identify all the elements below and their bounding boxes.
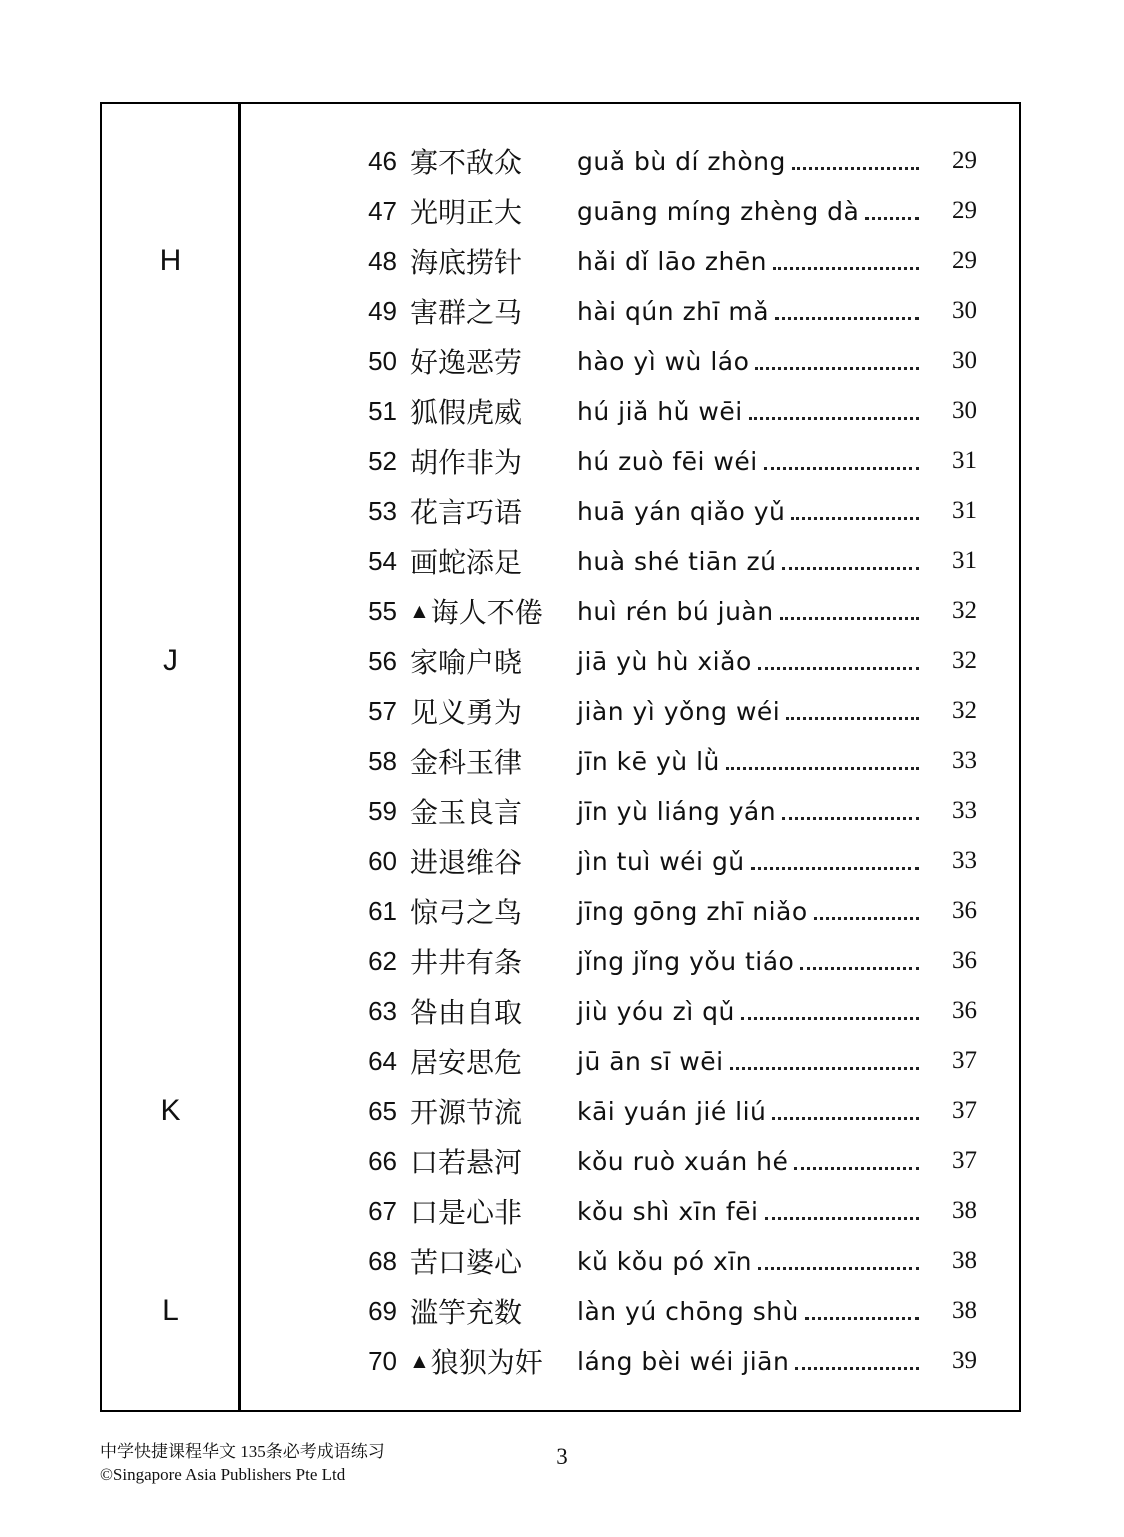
dot-leader (780, 617, 919, 620)
toc-row (102, 736, 1019, 786)
entry-number: 51 (368, 395, 397, 426)
entry-page-number: 29 (952, 147, 977, 174)
footer-book-title: 中学快捷课程华文 135条必考成语练习 (100, 1442, 385, 1461)
entry-idiom (409, 1041, 577, 1081)
entry-page-number: 38 (952, 1297, 977, 1324)
dot-leader (792, 167, 919, 170)
entry-idiom (409, 1291, 577, 1331)
dot-leader (764, 467, 919, 470)
entry-pinyin: hú zuò fēi wéi (577, 446, 758, 476)
entry-idiom-text: 金科玉律 (410, 747, 523, 778)
entry-number: 62 (368, 945, 397, 976)
dot-leader (791, 517, 919, 520)
toc-row (102, 1236, 1019, 1286)
entry-page-number: 38 (952, 1197, 977, 1224)
toc-table (100, 102, 1021, 1412)
entry-idiom-text: 家喻户晓 (410, 647, 523, 678)
dot-leader (814, 917, 919, 920)
entry-number: 67 (368, 1195, 397, 1226)
toc-row (102, 136, 1019, 186)
entry-number: 66 (368, 1145, 397, 1176)
toc-row (102, 936, 1019, 986)
entry-pinyin: huā yán qiǎo yǔ (577, 496, 786, 526)
entry-page-number: 36 (952, 947, 977, 974)
entry-idiom (409, 391, 577, 431)
dot-leader (758, 667, 919, 670)
entry-pinyin: kǒu shì xīn fēi (577, 1196, 759, 1226)
entry-number: 65 (368, 1095, 397, 1126)
entry-idiom-text: 好逸恶劳 (410, 347, 523, 378)
entry-page-number: 39 (952, 1347, 977, 1374)
dot-leader (758, 1267, 919, 1270)
entry-idiom-text: 画蛇添足 (410, 547, 523, 578)
entry-pinyin: jīng gōng zhī niǎo (577, 896, 808, 926)
entry-page-number: 37 (952, 1147, 977, 1174)
entry-idiom (409, 1341, 577, 1381)
entry-page-number: 32 (952, 597, 977, 624)
entry-idiom (409, 291, 577, 331)
entry-page-number: 37 (952, 1047, 977, 1074)
entry-page-number: 31 (952, 497, 977, 524)
entry-number: 54 (368, 545, 397, 576)
dot-leader (786, 717, 919, 720)
entry-idiom-text: 狼狈为奸 (430, 1347, 543, 1378)
entry-page-number: 29 (952, 197, 977, 224)
entry-idiom (409, 1191, 577, 1231)
dot-leader (775, 317, 919, 320)
entry-page-number: 33 (952, 797, 977, 824)
toc-row (102, 686, 1019, 736)
entry-idiom-text: 口若悬河 (410, 1147, 523, 1178)
entry-number: 50 (368, 345, 397, 376)
entry-idiom (409, 791, 577, 831)
toc-row (102, 186, 1019, 236)
entry-number: 58 (368, 745, 397, 776)
dot-leader (782, 567, 919, 570)
entry-idiom-text: 光明正大 (410, 197, 523, 228)
entry-page-number: 29 (952, 247, 977, 274)
dot-leader (772, 1117, 919, 1120)
toc-row (102, 1286, 1019, 1336)
entry-pinyin: kāi yuán jié liú (577, 1096, 767, 1126)
entry-idiom (409, 191, 577, 231)
entry-idiom-text: 咎由自取 (410, 997, 523, 1028)
entry-idiom (409, 1141, 577, 1181)
entry-pinyin: guāng míng zhèng dà (577, 196, 860, 226)
toc-row (102, 236, 1019, 286)
toc-row (102, 1186, 1019, 1236)
entry-idiom (409, 591, 577, 631)
entry-pinyin: jǐng jǐng yǒu tiáo (577, 946, 795, 976)
entry-idiom-text: 开源节流 (410, 1097, 523, 1128)
entry-page-number: 31 (952, 547, 977, 574)
entry-idiom-text: 寡不敌众 (410, 147, 523, 178)
key-idiom-triangle-marker: ▲ (409, 1349, 430, 1373)
entry-idiom-text: 金玉良言 (410, 797, 523, 828)
entry-number: 60 (368, 845, 397, 876)
entry-pinyin: hài qún zhī mǎ (577, 296, 770, 326)
entry-idiom-text: 滥竽充数 (410, 1297, 523, 1328)
entry-idiom (409, 841, 577, 881)
entry-page-number: 33 (952, 847, 977, 874)
toc-row (102, 836, 1019, 886)
entry-idiom-text: 海底捞针 (410, 247, 523, 278)
footer-copyright: ©Singapore Asia Publishers Pte Ltd (100, 1464, 346, 1484)
dot-leader (741, 1017, 919, 1020)
entry-pinyin: jiàn yì yǒng wéi (577, 696, 781, 726)
entry-pinyin: jiù yóu zì qǔ (577, 996, 735, 1026)
toc-row (102, 486, 1019, 536)
section-letter: H (159, 244, 182, 277)
toc-row (102, 636, 1019, 686)
toc-row (102, 386, 1019, 436)
entry-idiom (409, 741, 577, 781)
entry-idiom-text: 见义勇为 (410, 697, 523, 728)
toc-row (102, 536, 1019, 586)
section-letter: J (163, 644, 178, 677)
entry-number: 53 (368, 495, 397, 526)
toc-row (102, 986, 1019, 1036)
dot-leader (794, 1167, 919, 1170)
entry-page-number: 32 (952, 697, 977, 724)
entry-idiom-text: 进退维谷 (410, 847, 523, 878)
toc-row (102, 1036, 1019, 1086)
dot-leader (765, 1217, 920, 1220)
entry-page-number: 37 (952, 1097, 977, 1124)
dot-leader (749, 417, 919, 420)
entry-pinyin: kǔ kǒu pó xīn (577, 1246, 753, 1276)
entry-pinyin: kǒu ruò xuán hé (577, 1146, 789, 1176)
entry-number: 48 (368, 245, 397, 276)
entry-pinyin: huì rén bú juàn (577, 596, 774, 626)
entry-pinyin: làn yú chōng shù (577, 1296, 799, 1326)
entry-number: 56 (368, 645, 397, 676)
toc-row (102, 1336, 1019, 1386)
entry-idiom (409, 641, 577, 681)
entry-idiom (409, 991, 577, 1031)
entry-idiom-text: 害群之马 (410, 297, 523, 328)
toc-row (102, 1136, 1019, 1186)
entry-pinyin: jiā yù hù xiǎo (577, 646, 752, 676)
entry-idiom-text: 狐假虎威 (410, 397, 523, 428)
entry-number: 55 (368, 595, 397, 626)
entry-idiom (409, 441, 577, 481)
key-idiom-triangle-marker: ▲ (409, 599, 430, 623)
dot-leader (751, 867, 919, 870)
entry-pinyin: hǎi dǐ lāo zhēn (577, 246, 768, 276)
entry-idiom-text: 口是心非 (410, 1197, 523, 1228)
entry-idiom-text: 居安思危 (410, 1047, 523, 1078)
toc-row (102, 1086, 1019, 1136)
entry-idiom (409, 241, 577, 281)
entry-pinyin: jīn yù liáng yán (577, 796, 777, 826)
entry-pinyin: láng bèi wéi jiān (577, 1346, 790, 1376)
entry-idiom (409, 141, 577, 181)
toc-row (102, 336, 1019, 386)
section-letter: L (162, 1294, 179, 1327)
dot-leader (800, 967, 919, 970)
entry-idiom (409, 491, 577, 531)
entry-number: 68 (368, 1245, 397, 1276)
entry-idiom (409, 941, 577, 981)
entry-number: 49 (368, 295, 397, 326)
entry-pinyin: guǎ bù dí zhòng (577, 146, 786, 176)
dot-leader (730, 1067, 919, 1070)
toc-row (102, 436, 1019, 486)
dot-leader (782, 817, 919, 820)
entry-idiom-text: 苦口婆心 (410, 1247, 523, 1278)
dot-leader (795, 1367, 919, 1370)
page-number: 3 (556, 1444, 568, 1469)
entry-idiom-text: 花言巧语 (410, 497, 523, 528)
toc-row (102, 786, 1019, 836)
entry-idiom-text: 诲人不倦 (430, 597, 543, 628)
dot-leader (755, 367, 919, 370)
entry-idiom-text: 胡作非为 (410, 447, 523, 478)
entry-page-number: 33 (952, 747, 977, 774)
entry-page-number: 30 (952, 347, 977, 374)
entry-pinyin: huà shé tiān zú (577, 546, 777, 576)
entry-number: 61 (368, 895, 397, 926)
toc-row (102, 586, 1019, 636)
entry-idiom (409, 541, 577, 581)
entry-idiom (409, 891, 577, 931)
dot-leader (865, 217, 919, 220)
entry-pinyin: jū ān sī wēi (577, 1046, 724, 1076)
entry-idiom (409, 691, 577, 731)
entry-page-number: 31 (952, 447, 977, 474)
entry-number: 69 (368, 1295, 397, 1326)
entry-page-number: 36 (952, 997, 977, 1024)
dot-leader (726, 767, 919, 770)
dot-leader (773, 267, 919, 270)
entry-page-number: 38 (952, 1247, 977, 1274)
entry-page-number: 32 (952, 647, 977, 674)
entry-idiom (409, 1091, 577, 1131)
entry-number: 59 (368, 795, 397, 826)
entry-number: 47 (368, 195, 397, 226)
entry-pinyin: jīn kē yù lǜ (577, 746, 720, 776)
entry-idiom (409, 1241, 577, 1281)
dot-leader (805, 1317, 919, 1320)
entry-number: 52 (368, 445, 397, 476)
entry-idiom-text: 井井有条 (410, 947, 523, 978)
entry-idiom-text: 惊弓之鸟 (410, 897, 523, 928)
toc-row (102, 886, 1019, 936)
entry-pinyin: hú jiǎ hǔ wēi (577, 396, 743, 426)
entry-pinyin: hào yì wù láo (577, 346, 750, 376)
entry-idiom (409, 341, 577, 381)
entry-page-number: 30 (952, 297, 977, 324)
entry-page-number: 36 (952, 897, 977, 924)
toc-row (102, 286, 1019, 336)
entry-page-number: 30 (952, 397, 977, 424)
entry-number: 70 (368, 1345, 397, 1376)
entry-number: 46 (368, 145, 397, 176)
entry-pinyin: jìn tuì wéi gǔ (577, 846, 745, 876)
entry-number: 63 (368, 995, 397, 1026)
entry-number: 57 (368, 695, 397, 726)
entry-number: 64 (368, 1045, 397, 1076)
section-letter: K (160, 1094, 181, 1127)
toc-rows (102, 136, 1019, 1386)
